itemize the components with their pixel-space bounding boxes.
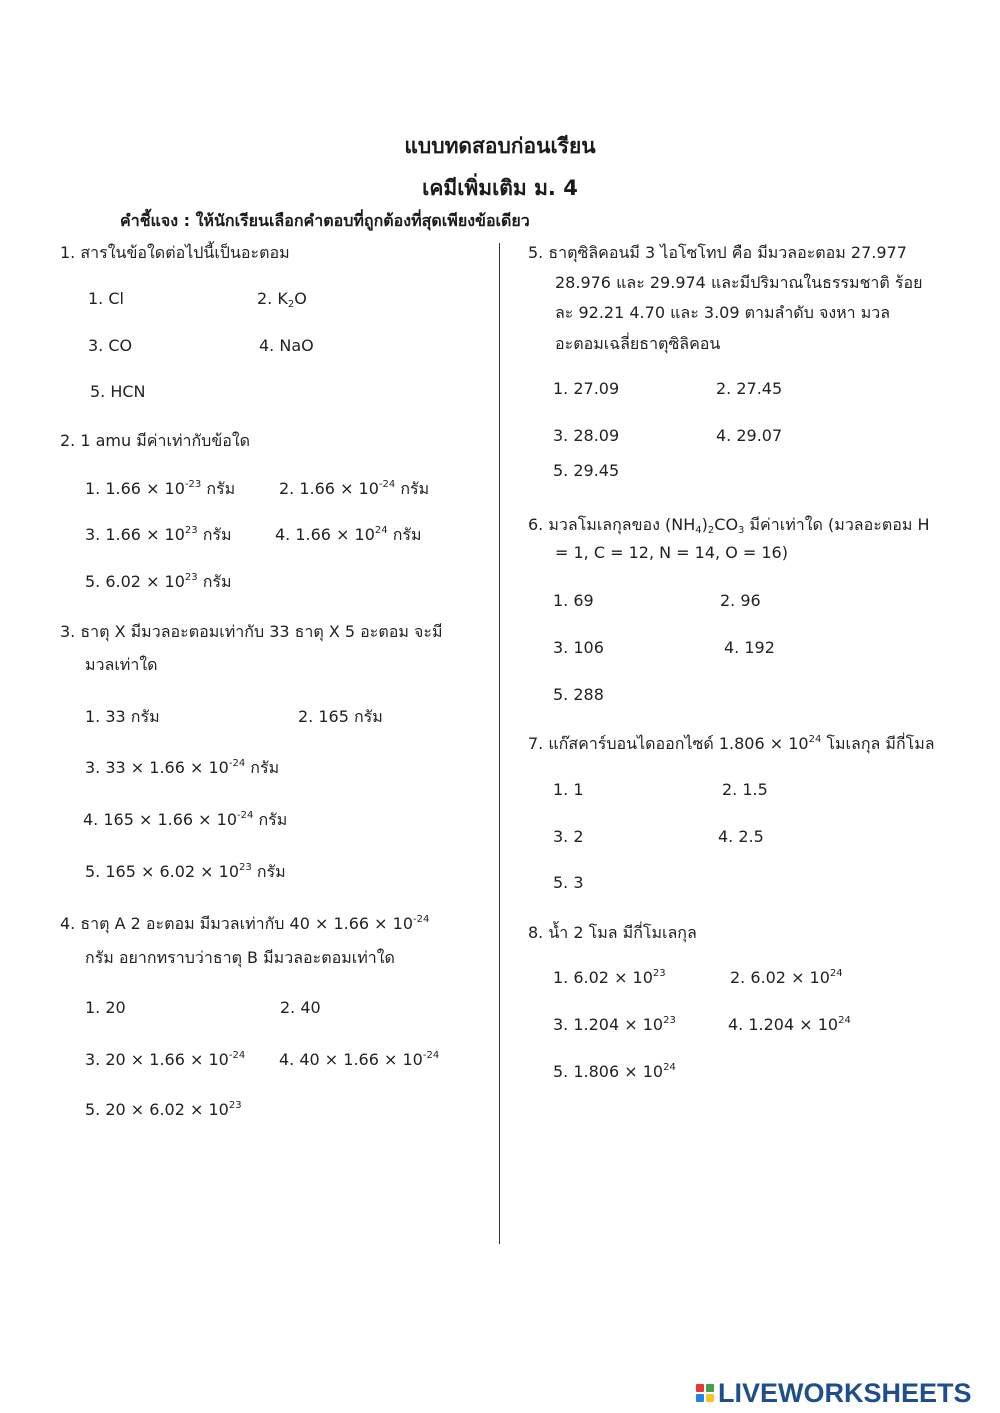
- q7-option-5[interactable]: 5. 3: [553, 873, 584, 892]
- question-3-line-2: มวลเท่าใด: [85, 655, 158, 674]
- q8-option-1[interactable]: 1. $6.02 \times 10^{23}$: [553, 968, 666, 987]
- q4-option-4[interactable]: 4. $40 \times 1.66 \times 10^{-24}$: [279, 1050, 440, 1069]
- q8-option-5[interactable]: 5. $1.806 \times 10^{24}$: [553, 1062, 676, 1081]
- q2-option-3[interactable]: 3. $1.66 \times 10^{23}$ กรัม: [85, 525, 232, 544]
- q2-option-4[interactable]: 4. $1.66 \times 10^{24}$ กรัม: [275, 525, 422, 544]
- question-5-line-4: อะตอมเฉลี่ยธาตุซิลิคอน: [555, 334, 721, 353]
- q6-option-4[interactable]: 4. 192: [724, 638, 775, 657]
- liveworksheets-logo-icon: [696, 1384, 714, 1402]
- q1-option-1[interactable]: 1. Cl: [88, 289, 124, 308]
- instruction: คำชี้แจง : ให้นักเรียนเลือกคำตอบที่ถูกต้องที่สุดเพียงข้อเดียว: [120, 211, 530, 230]
- column-divider: [499, 243, 500, 1244]
- q6-option-1[interactable]: 1. 69: [553, 591, 594, 610]
- q1-option-2[interactable]: 2. $K_2O$: [257, 289, 307, 310]
- question-8: 8. น้ำ 2 โมล มีกี่โมเลกุล: [528, 923, 697, 942]
- q7-option-2[interactable]: 2. 1.5: [722, 780, 768, 799]
- question-2: 2. 1 amu มีค่าเท่ากับข้อใด: [60, 431, 251, 450]
- q1-option-3[interactable]: 3. CO: [88, 336, 133, 355]
- question-4-line-1: 4. ธาตุ A 2 อะตอม มีมวลเท่ากับ $40 \times 1.66 \times 10^{-24}$: [60, 914, 430, 933]
- question-6-line-2: = 1, C = 12, N = 14, O = 16): [555, 543, 788, 562]
- liveworksheets-brand: LIVEWORKSHEETS: [718, 1377, 972, 1408]
- page-title: แบบทดสอบก่อนเรียน: [404, 134, 596, 158]
- q3-option-5[interactable]: 5. $165 \times 6.02 \times 10^{23}$ กรัม: [85, 862, 286, 881]
- question-3-line-1: 3. ธาตุ X มีมวลอะตอมเท่ากับ 33 ธาตุ X 5 อะตอม จะมี: [60, 622, 443, 641]
- question-1: 1. สารในข้อใดต่อไปนี้เป็นอะตอม: [60, 243, 290, 262]
- q5-option-3[interactable]: 3. 28.09: [553, 426, 620, 445]
- q7-option-3[interactable]: 3. 2: [553, 827, 584, 846]
- q6-option-5[interactable]: 5. 288: [553, 685, 604, 704]
- q8-option-2[interactable]: 2. $6.02 \times 10^{24}$: [730, 968, 843, 987]
- q7-option-4[interactable]: 4. 2.5: [718, 827, 764, 846]
- q3-option-4[interactable]: 4. $165 \times 1.66 \times 10^{-24}$ กรัม: [83, 810, 288, 829]
- q4-option-2[interactable]: 2. 40: [280, 998, 321, 1017]
- liveworksheets-logo[interactable]: [696, 1377, 972, 1409]
- q5-option-2[interactable]: 2. 27.45: [716, 379, 783, 398]
- page-subtitle: เคมีเพิ่มเติม ม. 4: [422, 176, 578, 200]
- q6-option-2[interactable]: 2. 96: [720, 591, 761, 610]
- question-5-line-2: 28.976 และ 29.974 และมีปริมาณในธรรมชาติ ร้อย: [555, 273, 923, 292]
- question-4-line-2: กรัม อยากทราบว่าธาตุ B มีมวลอะตอมเท่าใด: [85, 948, 395, 967]
- q3-option-1[interactable]: 1. 33 กรัม: [85, 707, 160, 726]
- q1-option-5[interactable]: 5. HCN: [90, 382, 146, 401]
- q5-option-1[interactable]: 1. 27.09: [553, 379, 620, 398]
- q8-option-4[interactable]: 4. $1.204 \times 10^{24}$: [728, 1015, 851, 1034]
- q3-option-2[interactable]: 2. 165 กรัม: [298, 707, 383, 726]
- q5-option-5[interactable]: 5. 29.45: [553, 461, 620, 480]
- q4-option-5[interactable]: 5. $20 \times 6.02 \times 10^{23}$: [85, 1100, 242, 1119]
- q4-option-3[interactable]: 3. $20 \times 1.66 \times 10^{-24}$: [85, 1050, 246, 1069]
- q2-option-2[interactable]: 2. $1.66 \times 10^{-24}$ กรัม: [279, 479, 430, 498]
- q4-option-1[interactable]: 1. 20: [85, 998, 126, 1017]
- q2-option-5[interactable]: 5. $6.02 \times 10^{23}$ กรัม: [85, 572, 232, 591]
- q8-option-3[interactable]: 3. $1.204 \times 10^{23}$: [553, 1015, 676, 1034]
- question-5-line-3: ละ 92.21 4.70 และ 3.09 ตามลำดับ จงหา มวล: [555, 303, 891, 322]
- question-7: 7. แก๊สคาร์บอนไดออกไซด์ $1.806 \times 10^{24}$ โมเลกุล มีกี่โมล: [528, 734, 935, 753]
- q6-option-3[interactable]: 3. 106: [553, 638, 604, 657]
- q3-option-3[interactable]: 3. $33 \times 1.66 \times 10^{-24}$ กรัม: [85, 758, 280, 777]
- q1-option-4[interactable]: 4. NaO: [259, 336, 314, 355]
- q2-option-1[interactable]: 1. $1.66 \times 10^{-23}$ กรัม: [85, 479, 236, 498]
- question-6-line-1: 6. มวลโมเลกุลของ $(NH_4)_2CO_3$ มีค่าเท่าใด (มวลอะตอม H: [528, 515, 930, 536]
- question-5-line-1: 5. ธาตุซิลิคอนมี 3 ไอโซโทป คือ มีมวลอะตอม 27.977: [528, 243, 907, 262]
- q5-option-4[interactable]: 4. 29.07: [716, 426, 783, 445]
- q7-option-1[interactable]: 1. 1: [553, 780, 584, 799]
